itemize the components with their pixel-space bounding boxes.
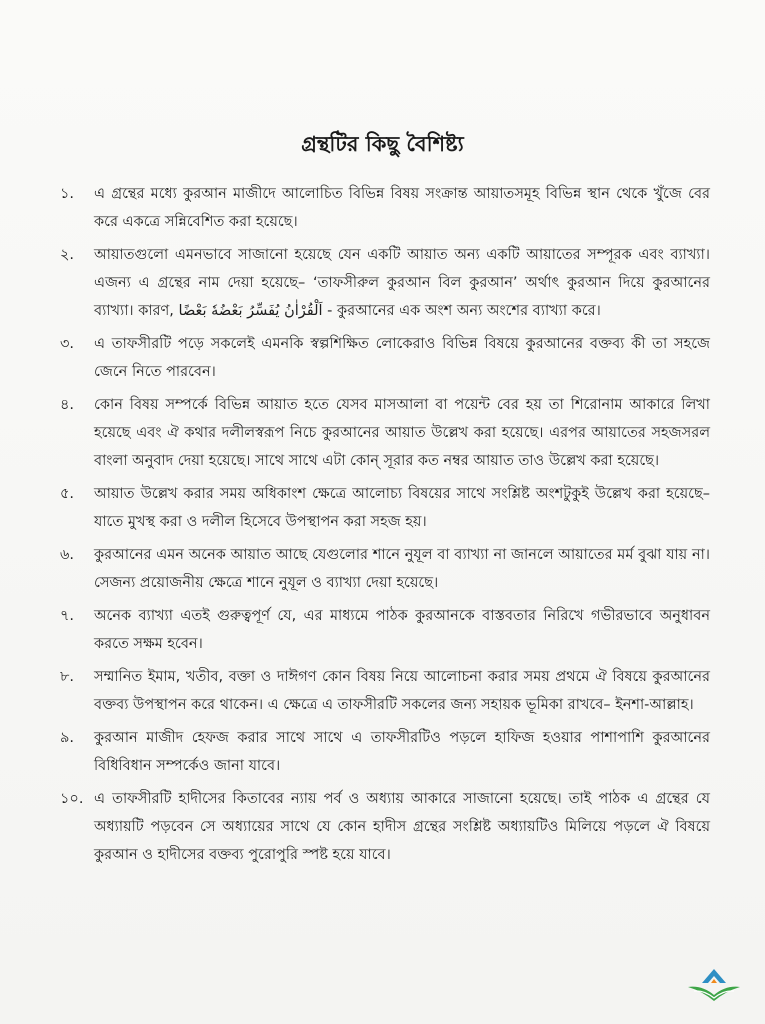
item-number: ৫. xyxy=(60,486,75,502)
item-number: ৭. xyxy=(60,608,75,624)
item-number: ১০. xyxy=(60,791,84,807)
item-text: আয়াত উল্লেখ করার সময় অধিকাংশ ক্ষেত্রে আলোচ্য বিষয়ের সাথে সংশ্লিষ্ট অংশটুকুই উল্লেখ করা হয়েছে– যাতে মুখস্থ করা ও দলীল হিসেবে উপস্থাপন করা সহজ হয়। xyxy=(94,486,710,530)
item-text: এ তাফসীরটি পড়ে সকলেই এমনকি স্বল্পশিক্ষিত লোকেরাও বিভিন্ন বিষয়ে কুরআনের বক্তব্য কী তা সহজে জেনে নিতে পারবেন। xyxy=(94,336,710,380)
list-item xyxy=(60,602,710,658)
item-number: ৪. xyxy=(60,397,75,413)
item-number: ৩. xyxy=(60,336,75,352)
item-text: কুরআনের এমন অনেক আয়াত আছে যেগুলোর শানে নুযূল বা ব্যাখ্যা না জানলে আয়াতের মর্ম বুঝা যায় না। সেজন্য প্রয়োজনীয় ক্ষেত্রে শানে নুযূল ও ব্যাখ্যা দেয়া হয়েছে। xyxy=(94,547,710,591)
item-number: ৯. xyxy=(60,730,75,746)
list-item xyxy=(60,663,710,719)
list-item xyxy=(60,785,710,869)
list-item xyxy=(60,330,710,386)
item-text: কুরআন মাজীদ হেফজ করার সাথে সাথে এ তাফসীরটিও পড়লে হাফিজ হওয়ার পাশাপাশি কুরআনের বিধিবিধান সম্পর্কেও জানা যাবে। xyxy=(94,730,710,774)
list-item xyxy=(60,480,710,536)
item-text: কোন বিষয় সম্পর্কে বিভিন্ন আয়াত হতে যেসব মাসআলা বা পয়েন্ট বের হয় তা শিরোনাম আকারে লিখা হয়েছে এবং ঐ কথার দলীলস্বরূপ নিচে কুরআনের আয়াত উল্লেখ করা হয়েছে। এরপর আয়াতের সহজসরল বাংলা অনুবাদ দেয়া হয়েছে। সাথে সাথে এটা কোন্ সূরার কত নম্বর আয়াত তাও উল্লেখ করা হয়েছে। xyxy=(94,397,710,469)
item-number: ৮. xyxy=(60,669,75,685)
item-text: সম্মানিত ইমাম, খতীব, বক্তা ও দাঈগণ কোন বিষয় নিয়ে আলোচনা করার সময় প্রথমে ঐ বিষয়ে কুরআনের বক্তব্য উপস্থাপন করে থাকেন। এ ক্ষেত্রে এ তাফসীরটি সকলের জন্য সহায়ক ভূমিকা রাখবে– ইনশা-আল্লাহ। xyxy=(94,669,710,713)
item-number: ২. xyxy=(60,247,75,263)
item-text: এ তাফসীরটি হাদীসের কিতাবের ন্যায় পর্ব ও অধ্যায় আকারে সাজানো হয়েছে। তাই পাঠক এ গ্রন্থের যে অধ্যায়টি পড়বেন সে অধ্যায়ের সাথে যে কোন হাদীস গ্রন্থের সংশ্লিষ্ট অধ্যায়টিও মিলিয়ে পড়লে ঐ বিষয়ে কুরআন ও হাদীসের বক্তব্য পুরোপুরি স্পষ্ট হয়ে যাবে। xyxy=(94,791,710,863)
item-text: অনেক ব্যাখ্যা এতই গুরুত্বপূর্ণ যে, এর মাধ্যমে পাঠক কুরআনকে বাস্তবতার নিরিখে গভীরভাবে অনুধাবন করতে সক্ষম হবেন। xyxy=(94,608,710,652)
item-number: ১. xyxy=(60,186,75,202)
publisher-logo-icon xyxy=(686,965,742,1005)
list-item xyxy=(60,180,710,236)
item-text: আয়াতগুলো এমনভাবে সাজানো হয়েছে যেন একটি আয়াত অন্য একটি আয়াতের সম্পূরক এবং ব্যাখ্যা। এজন্য এ গ্রন্থের নাম দেয়া হয়েছে– ‘তাফসীরুল কুরআন বিল কুরআন’ অর্থাৎ কুরআন দিয়ে কুরআনের ব্যাখ্যা। কারণ, اَلْقُرْاٰنُ يُفَسِّرُ بَعْضُهٗ بَعْضًا - কুরআনের এক অংশ অন্য অংশের ব্যাখ্যা করে। xyxy=(94,247,710,319)
item-number: ৬. xyxy=(60,547,75,563)
list-item xyxy=(60,391,710,475)
page-title: গ্রন্থটির কিছু বৈশিষ্ট্য xyxy=(301,132,464,156)
feature-list xyxy=(60,180,710,874)
list-item xyxy=(60,724,710,780)
list-item xyxy=(60,241,710,325)
list-item xyxy=(60,541,710,597)
item-text: এ গ্রন্থের মধ্যে কুরআন মাজীদে আলোচিত বিভিন্ন বিষয় সংক্রান্ত আয়াতসমূহ বিভিন্ন স্থান থেকে খুঁজে বের করে একত্রে সন্নিবেশিত করা হয়েছে। xyxy=(94,186,710,230)
